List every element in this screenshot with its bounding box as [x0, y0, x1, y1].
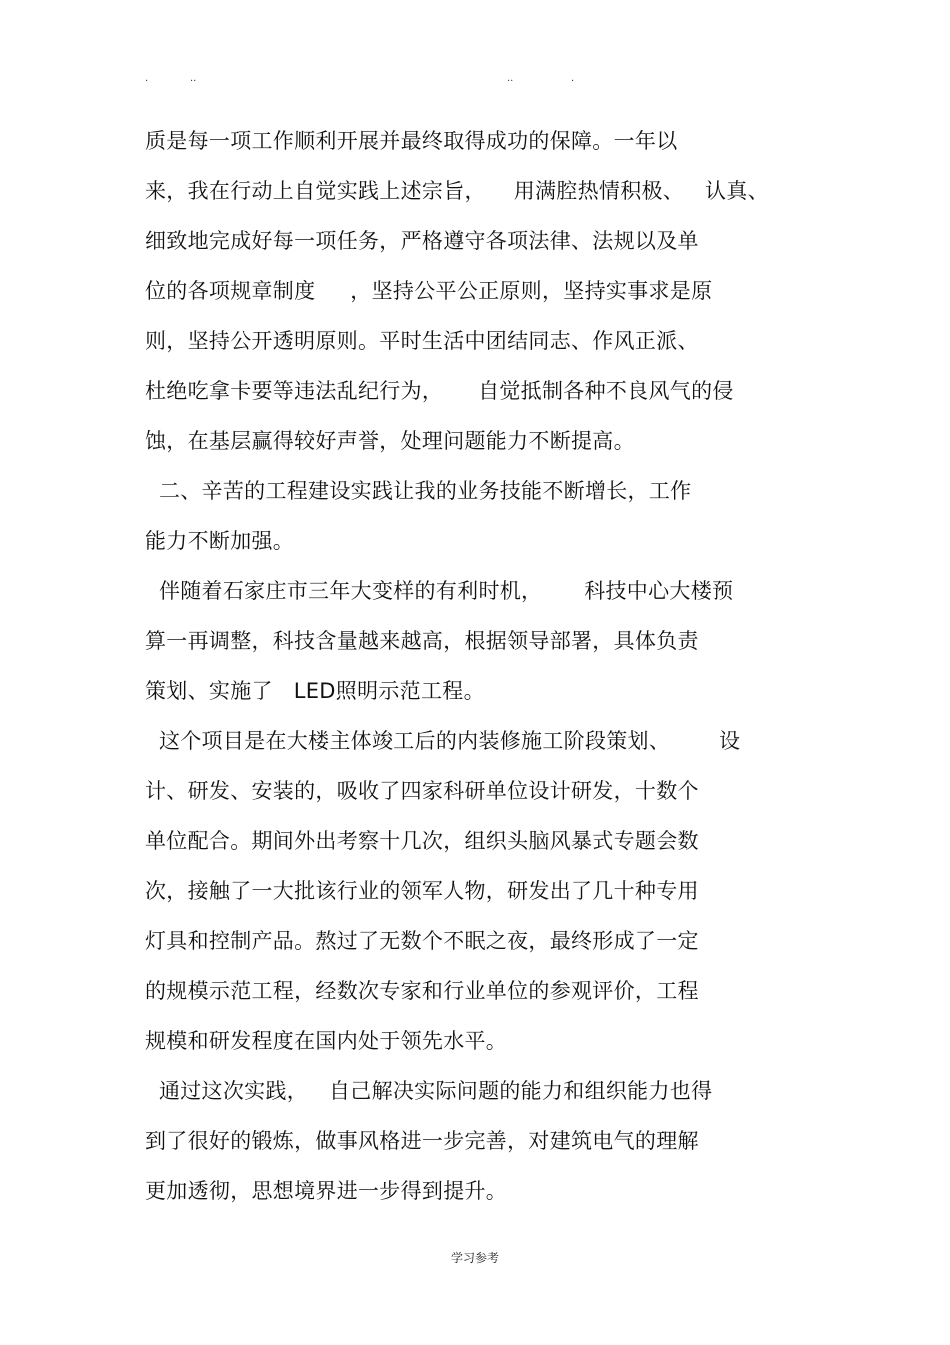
page-footer: 学习参考 — [450, 1251, 499, 1265]
text-line: 杜绝吃拿卡要等违法乱纪行为， 自觉抵制各种不良风气的侵 — [145, 379, 734, 403]
header-mark: .. — [190, 73, 197, 84]
text-line: 能力不断加强。 — [145, 529, 295, 553]
text-line: 算一再调整，科技含量越来越高，根据领导部署，具体负责 — [145, 629, 699, 653]
text-line: 策划、实施了 LED照明示范工程。 — [145, 679, 485, 703]
text-line: 这个项目是在大楼主体竣工后的内装修施工阶段策划、 设 — [145, 729, 741, 753]
text-line: 更加透彻，思想境界进一步得到提升。 — [145, 1179, 508, 1203]
text-line: 则，坚持公开透明原则。平时生活中团结同志、作风正派、 — [145, 329, 699, 353]
text-line: 二、辛苦的工程建设实践让我的业务技能不断增长，工作 — [145, 479, 692, 503]
text-line: 计、研发、安装的，吸收了四家科研单位设计研发，十数个 — [145, 779, 699, 803]
text-line: 伴随着石家庄市三年大变样的有利时机， 科技中心大楼预 — [145, 579, 734, 603]
text-line: 规模和研发程度在国内处于领先水平。 — [145, 1029, 508, 1053]
text-line: 的规模示范工程，经数次专家和行业单位的参观评价，工程 — [145, 979, 699, 1003]
header-mark: .. — [507, 73, 514, 84]
text-line: 细致地完成好每一项任务，严格遵守各项法律、法规以及单 — [145, 229, 699, 253]
text-line: 次，接触了一大批该行业的领军人物，研发出了几十种专用 — [145, 879, 699, 903]
text-line: 质是每一项工作顺利开展并最终取得成功的保障。一年以 — [145, 129, 678, 153]
text-line: 灯具和控制产品。熬过了无数个不眠之夜，最终形成了一定 — [145, 929, 699, 953]
text-line: 到了很好的锻炼，做事风格进一步完善，对建筑电气的理解 — [145, 1129, 699, 1153]
header-mark: . — [145, 73, 149, 84]
text-line: 来，我在行动上自觉实践上述宗旨， 用满腔热情积极、 认真、 — [145, 179, 769, 203]
header-mark: . — [571, 73, 575, 84]
text-line: 通过这次实践， 自己解决实际问题的能力和组织能力也得 — [145, 1079, 713, 1103]
text-line: 蚀，在基层赢得较好声誉，处理问题能力不断提高。 — [145, 429, 635, 453]
text-line: 单位配合。期间外出考察十几次，组织头脑风暴式专题会数 — [145, 829, 699, 853]
text-line: 位的各项规章制度 ，坚持公平公正原则，坚持实事求是原 — [145, 279, 713, 303]
